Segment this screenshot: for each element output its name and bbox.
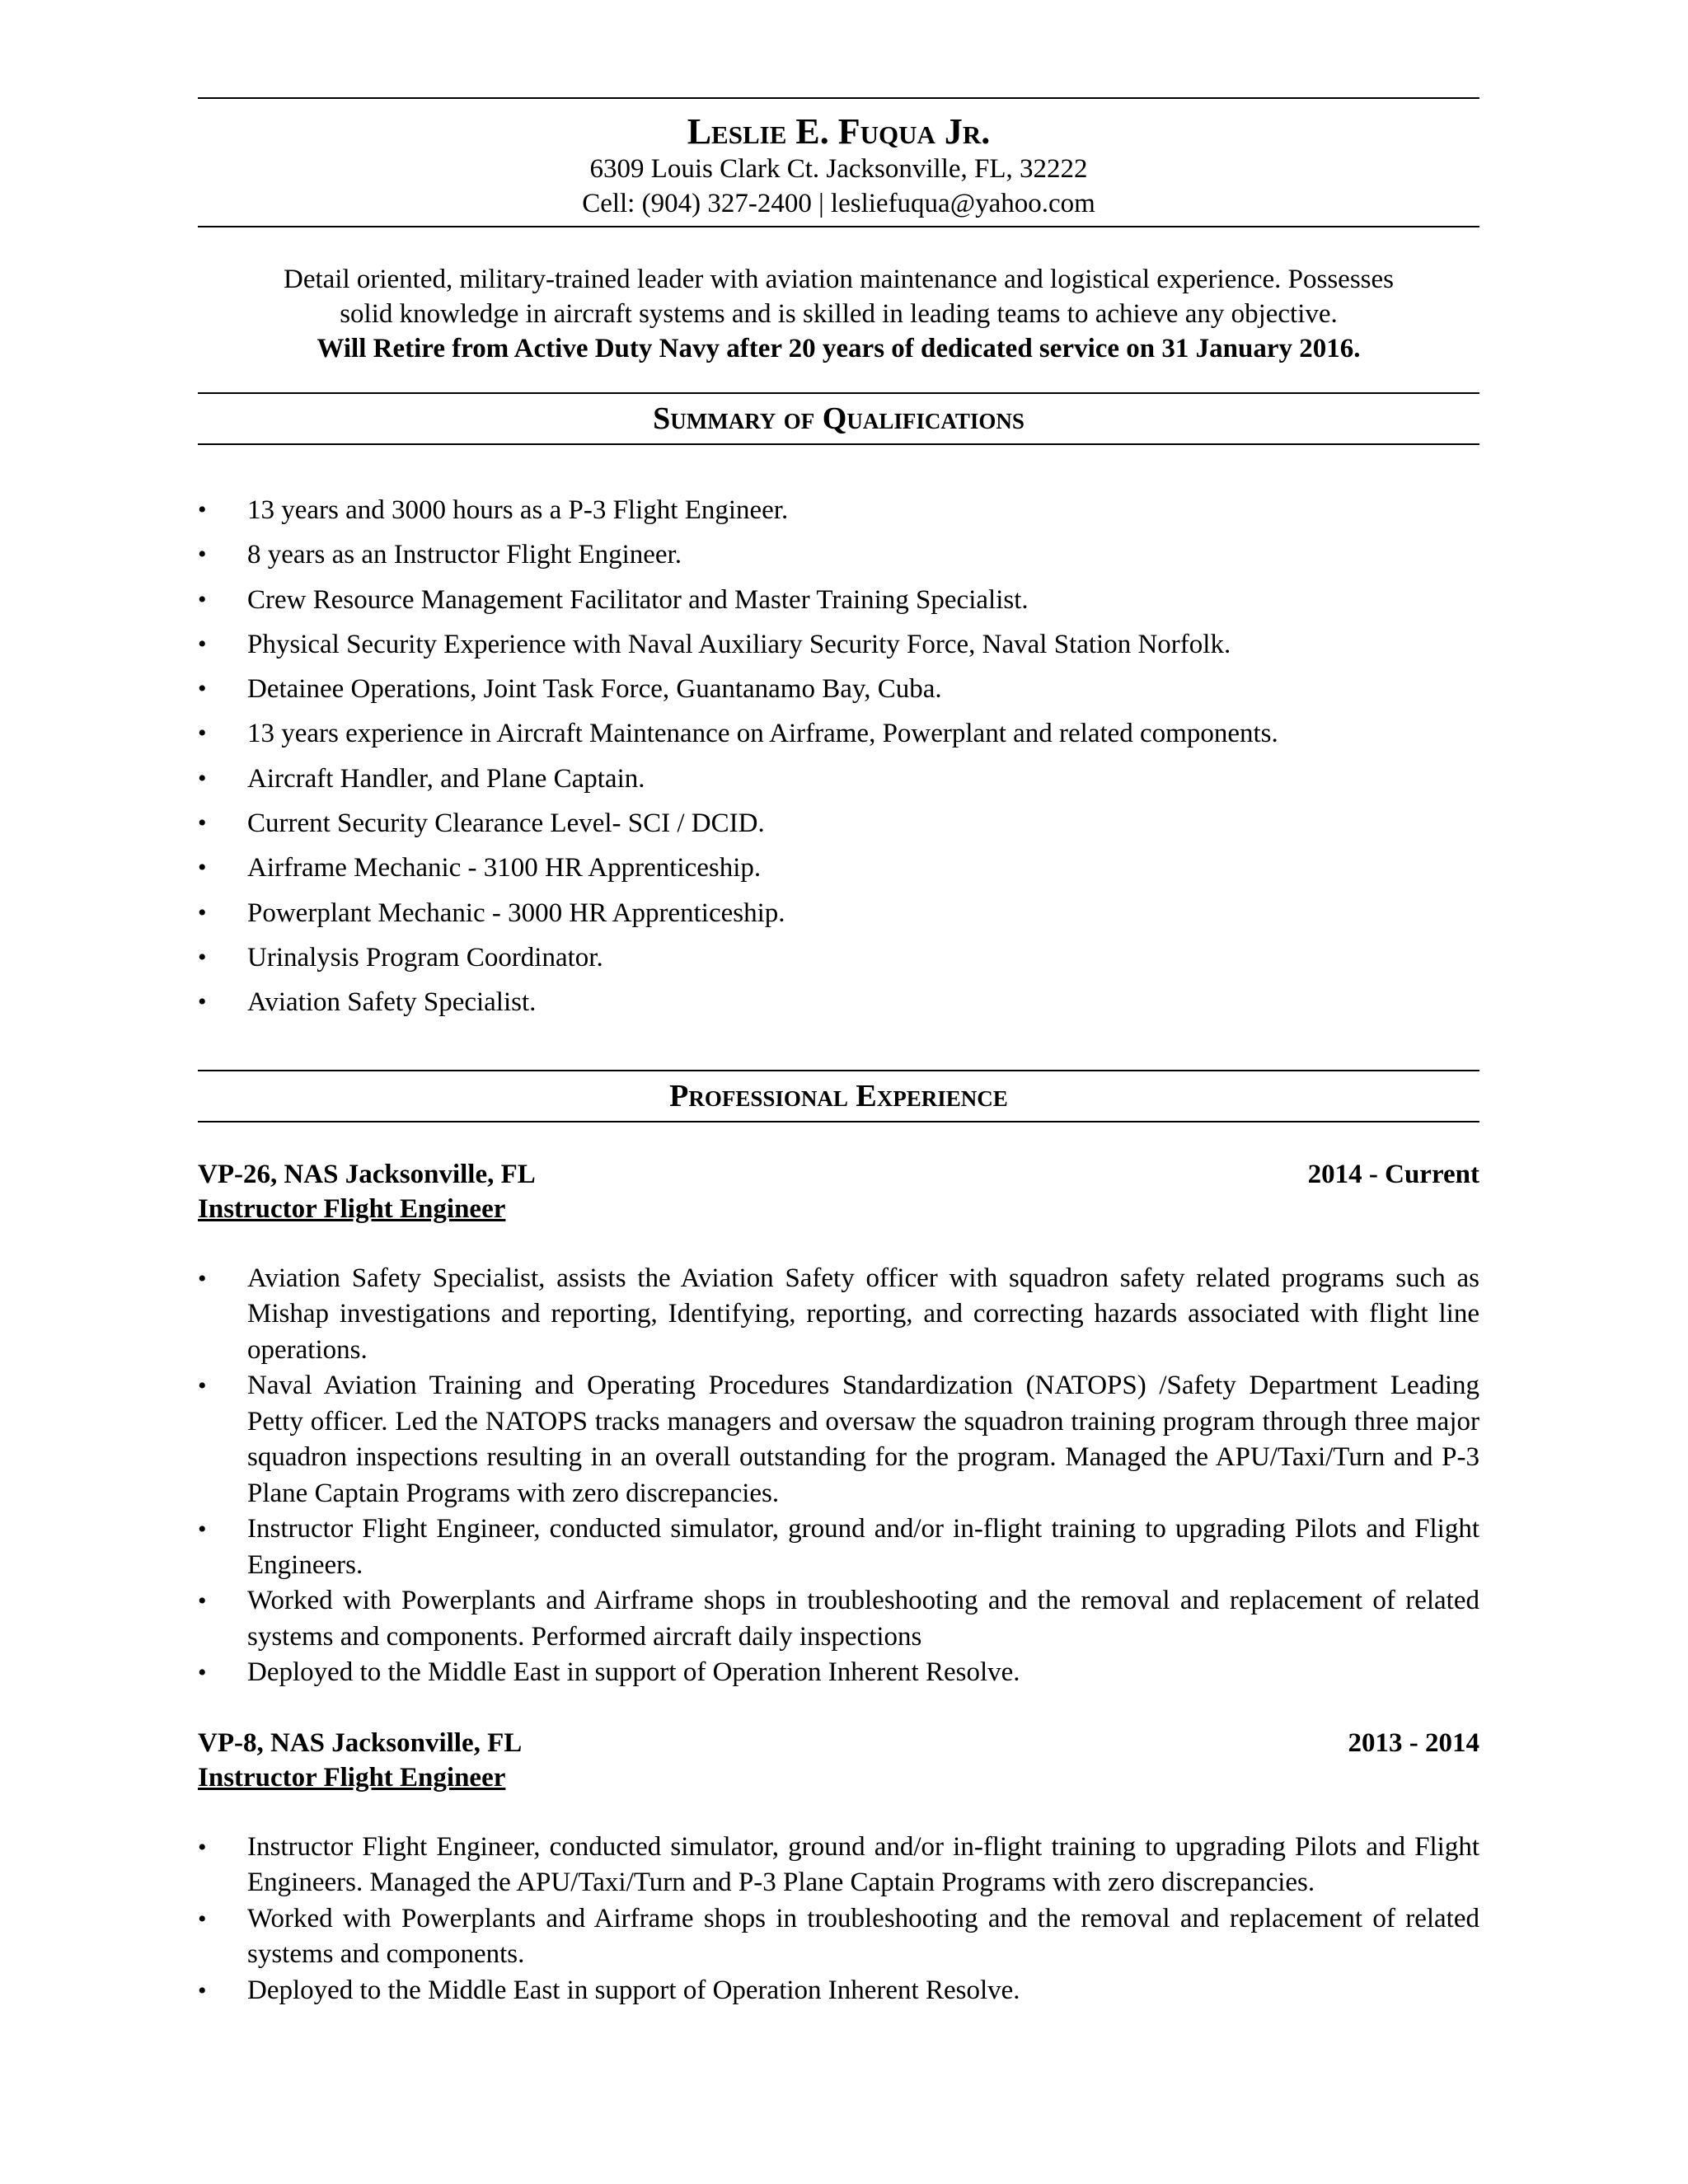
bullet-icon: •	[198, 764, 207, 792]
header-top-rule	[198, 97, 1479, 99]
job-organization: VP-26, NAS Jacksonville, FL	[198, 1159, 536, 1189]
list-item: • Physical Security Experience with Naval Auxiliary Security Force, Naval Station Norfolk.	[198, 622, 1479, 667]
job-header	[198, 1726, 1479, 1760]
bullet-icon: •	[198, 943, 207, 971]
job-entry	[198, 1157, 1479, 1691]
bullet-icon: •	[198, 585, 207, 613]
job-duties-list	[198, 1830, 1479, 2009]
bullet-icon: •	[198, 1516, 207, 1544]
list-item: • 13 years and 3000 hours as a P-3 Flight Engineer.	[198, 488, 1479, 532]
bullet-icon: •	[198, 809, 207, 837]
list-item: • Worked with Powerplants and Airframe shops in troubleshooting and the removal and replacement of related systems and components. Performed aircraft daily inspections	[198, 1583, 1479, 1655]
bullet-icon: •	[198, 1905, 207, 1933]
job-entry	[198, 1726, 1479, 2009]
bullet-icon: •	[198, 1372, 207, 1400]
list-item: • Aircraft Handler, and Plane Captain.	[198, 757, 1479, 801]
bullet-icon: •	[198, 1587, 207, 1615]
job-duties-list	[198, 1261, 1479, 1691]
list-item: • Urinalysis Program Coordinator.	[198, 935, 1479, 980]
bullet-icon: •	[198, 719, 207, 748]
job-title: Instructor Flight Engineer	[198, 1193, 506, 1224]
list-item: • Aviation Safety Specialist.	[198, 980, 1479, 1024]
bullet-icon: •	[198, 496, 207, 523]
list-item: • Worked with Powerplants and Airframe shops in troubleshooting and the removal and replacement of related systems and components.	[198, 1901, 1479, 1973]
profile-line-1: Detail oriented, military-trained leader with aviation maintenance and logistical experience. Possesses	[283, 265, 1395, 294]
phone-email: Cell: (904) 327-2400 | lesliefuqua@yahoo.com	[582, 189, 1095, 218]
bullet-icon: •	[198, 1264, 207, 1292]
contact-block	[198, 112, 1479, 226]
list-item: • Deployed to the Middle East in support of Operation Inherent Resolve.	[198, 1973, 1479, 2009]
job-organization: VP-8, NAS Jacksonville, FL	[198, 1727, 523, 1758]
header-bottom-rule	[198, 226, 1479, 227]
list-item: • Naval Aviation Training and Operating Procedures Standardization (NATOPS) /Safety Department Leading Petty officer. Led the NATOPS tracks managers and oversaw the squadron training program through three major squadron inspections resulting in an overall outstanding for the program. Managed the APU/Taxi/Turn and P-3 Plane Captain Programs with zero discrepancies.	[198, 1368, 1479, 1511]
qualifications-section	[198, 392, 1479, 1025]
job-title: Instructor Flight Engineer	[198, 1762, 506, 1793]
retirement-statement: Will Retire from Active Duty Navy after 20 years of dedicated service on 31 January 2016.	[316, 334, 1361, 363]
bullet-icon: •	[198, 541, 207, 569]
bullet-icon: •	[198, 1833, 207, 1861]
bullet-icon: •	[198, 630, 207, 658]
list-item: • Instructor Flight Engineer, conducted simulator, ground and/or in-flight training to upgrading Pilots and Flight Engineers.	[198, 1511, 1479, 1583]
qualifications-heading: Summary of Qualifications	[653, 401, 1025, 436]
job-dates: 2013 - 2014	[1348, 1727, 1479, 1758]
list-item: • Crew Resource Management Facilitator and Master Training Specialist.	[198, 578, 1479, 622]
address: 6309 Louis Clark Ct. Jacksonville, FL, 32222	[589, 154, 1088, 184]
bullet-icon: •	[198, 988, 207, 1016]
list-item: • 13 years experience in Aircraft Maintenance on Airframe, Powerplant and related components.	[198, 711, 1479, 756]
experience-heading: Professional Experience	[669, 1078, 1008, 1113]
bullet-icon: •	[198, 1976, 207, 2004]
list-item: • Powerplant Mechanic - 3000 HR Apprenticeship.	[198, 891, 1479, 935]
profile-summary	[198, 262, 1479, 366]
job-dates: 2014 - Current	[1307, 1159, 1479, 1189]
qualifications-bottom-rule	[198, 443, 1479, 445]
experience-bottom-rule	[198, 1121, 1479, 1122]
job-header	[198, 1157, 1479, 1192]
list-item: • Deployed to the Middle East in support of Operation Inherent Resolve.	[198, 1655, 1479, 1691]
resume-page	[198, 97, 1479, 2008]
list-item: • Aviation Safety Specialist, assists the Aviation Safety officer with squadron safety related programs such as Mishap investigations and reporting, Identifying, reporting, and correcting hazards associated with flight line operations.	[198, 1261, 1479, 1369]
list-item: • Current Security Clearance Level- SCI / DCID.	[198, 801, 1479, 846]
candidate-name: Leslie E. Fuqua Jr.	[687, 111, 991, 152]
qualifications-list	[198, 488, 1479, 1025]
bullet-icon: •	[198, 675, 207, 703]
bullet-icon: •	[198, 1659, 207, 1687]
list-item: • Detainee Operations, Joint Task Force, Guantanamo Bay, Cuba.	[198, 667, 1479, 711]
bullet-icon: •	[198, 854, 207, 882]
list-item: • Airframe Mechanic - 3100 HR Apprenticeship.	[198, 846, 1479, 890]
experience-section	[198, 1070, 1479, 2009]
list-item: • 8 years as an Instructor Flight Engineer.	[198, 532, 1479, 577]
bullet-icon: •	[198, 898, 207, 926]
list-item: • Instructor Flight Engineer, conducted simulator, ground and/or in-flight training to upgrading Pilots and Flight Engineers. Managed the APU/Taxi/Turn and P-3 Plane Captain Programs with zero discrepancies.	[198, 1830, 1479, 1901]
profile-line-2: solid knowledge in aircraft systems and is skilled in leading teams to achieve any objective.	[340, 299, 1338, 329]
